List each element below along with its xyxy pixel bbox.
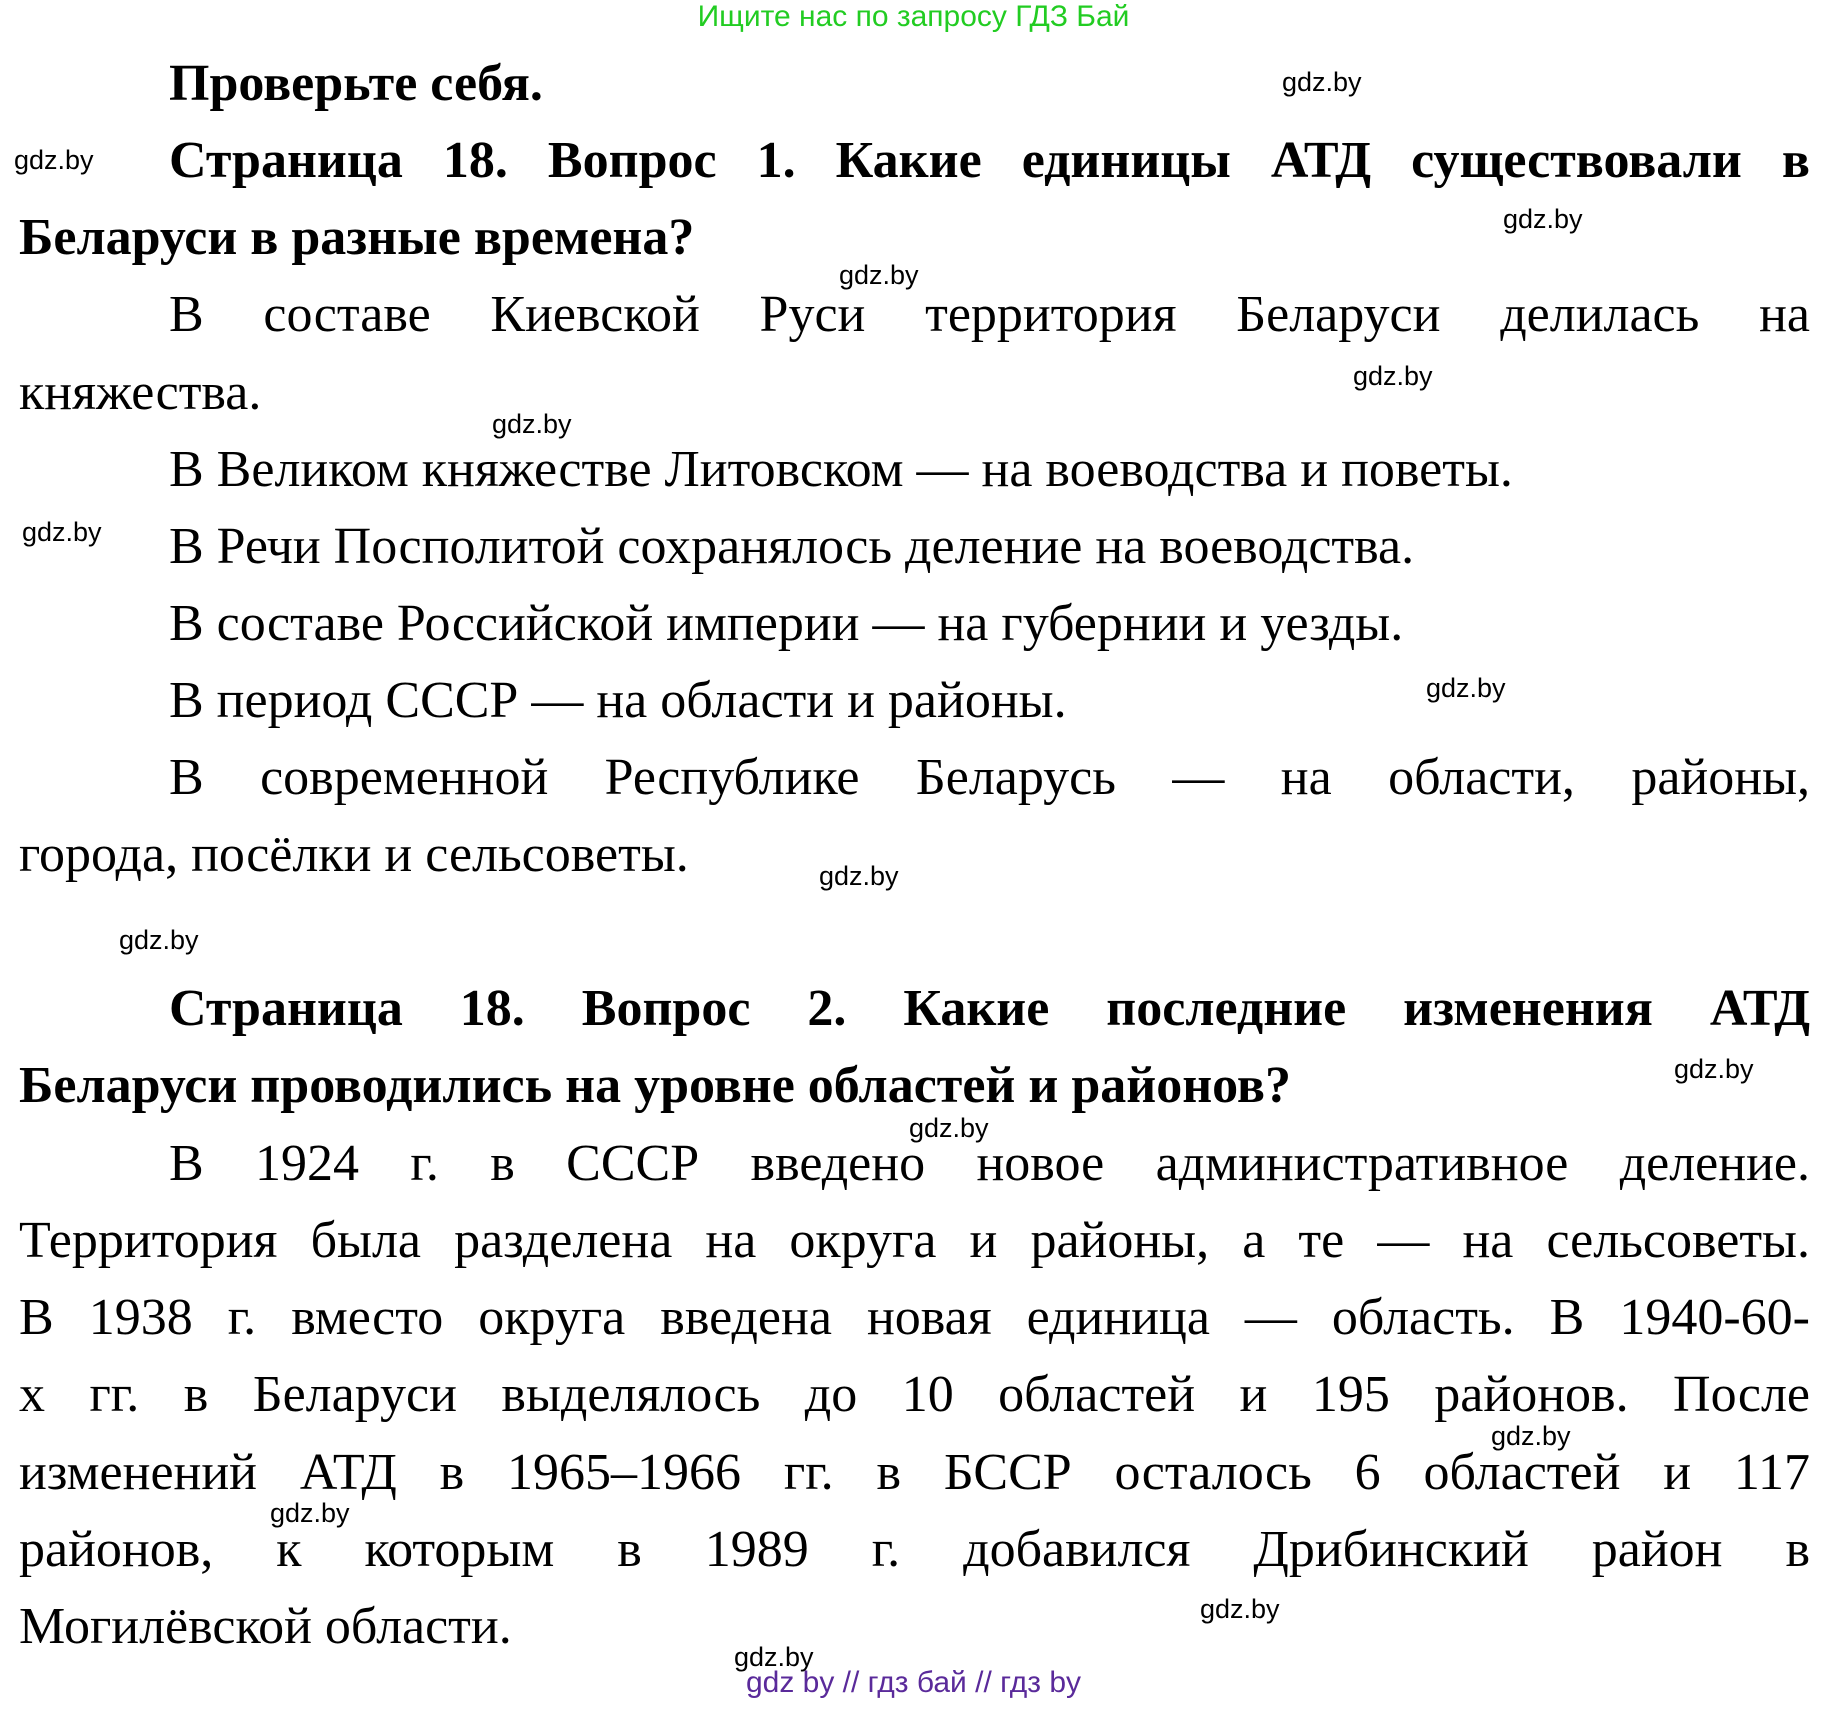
watermark: gdz.by [819, 861, 899, 891]
watermark: gdz.by [1426, 673, 1506, 703]
watermark: gdz.by [1674, 1054, 1754, 1084]
footer-links: gdz by // гдз бай // гдз by [745, 1666, 1082, 1699]
answer-2-line: Могилёвской области. [19, 1598, 512, 1655]
answer-2-line: районов, к которым в 1989 г. добавился Дрибинский район в [19, 1521, 1810, 1578]
answer-1-line: В современной Республике Беларусь — на области, районы, [169, 749, 1810, 806]
answer-1-line: В период СССР — на области и районы. [169, 672, 1067, 729]
watermark: gdz.by [1491, 1421, 1571, 1451]
watermark: gdz.by [492, 409, 572, 439]
answer-1-line: В составе Российской империи — на губернии и уезды. [169, 595, 1404, 652]
section-title: Проверьте себя. [169, 55, 543, 112]
answer-1-line: княжества. [19, 364, 262, 421]
watermark: gdz.by [909, 1113, 989, 1143]
watermark: gdz.by [14, 145, 94, 175]
answer-2-line: В 1938 г. вместо округа введена новая единица — область. В 1940-60- [19, 1289, 1810, 1346]
answer-2-line: изменений АТД в 1965–1966 гг. в БССР осталось 6 областей и 117 [19, 1444, 1810, 1501]
question-2-title-line: Беларуси проводились на уровне областей и районов? [19, 1057, 1291, 1114]
question-2-title-line: Страница 18. Вопрос 2. Какие последние изменения АТД [169, 980, 1810, 1037]
watermark: gdz.by [1282, 67, 1362, 97]
answer-1-line: В Речи Посполитой сохранялось деление на воеводства. [169, 518, 1415, 575]
answer-2-line: Территория была разделена на округа и районы, а те — на сельсоветы. [19, 1212, 1810, 1269]
answer-2-line: В 1924 г. в СССР введено новое административное деление. [169, 1135, 1810, 1192]
answer-1-line: В Великом княжестве Литовском — на воеводства и поветы. [169, 441, 1513, 498]
watermark: gdz.by [1353, 361, 1433, 391]
watermark: gdz.by [839, 260, 919, 290]
watermark: gdz.by [22, 517, 102, 547]
search-banner: Ищите нас по запросу ГДЗ Бай [697, 0, 1130, 33]
answer-1-line: города, посёлки и сельсоветы. [19, 826, 689, 883]
watermark: gdz.by [734, 1642, 814, 1672]
answer-1-line: В составе Киевской Руси территория Беларуси делилась на [169, 286, 1810, 343]
watermark: gdz.by [1503, 204, 1583, 234]
question-1-title-line: Беларуси в разные времена? [19, 209, 695, 266]
answer-2-line: х гг. в Беларуси выделялось до 10 областей и 195 районов. После [19, 1366, 1810, 1423]
question-1-title-line: Страница 18. Вопрос 1. Какие единицы АТД существовали в [169, 132, 1810, 189]
watermark: gdz.by [119, 925, 199, 955]
watermark: gdz.by [270, 1498, 350, 1528]
watermark: gdz.by [1200, 1594, 1280, 1624]
